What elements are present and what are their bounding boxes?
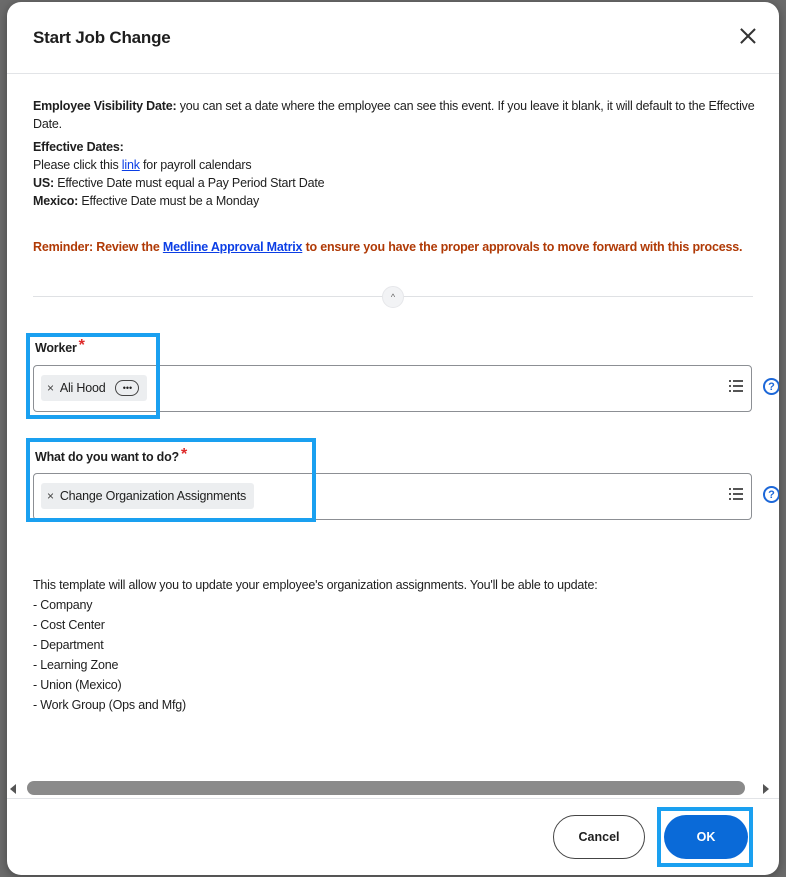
dialog-header	[7, 2, 779, 74]
action-help-icon[interactable]: ?	[763, 486, 779, 503]
start-job-change-dialog	[7, 2, 779, 875]
scroll-thumb[interactable]	[27, 781, 745, 795]
description-item: - Cost Center	[33, 618, 105, 632]
payroll-prefix: Please click this	[33, 158, 122, 172]
dialog-title: Start Job Change	[33, 28, 171, 47]
us-label: US:	[33, 176, 54, 190]
mexico-label: Mexico:	[33, 194, 79, 208]
template-description	[33, 575, 597, 715]
action-pill	[41, 483, 254, 509]
effective-heading: Effective Dates:	[33, 140, 124, 154]
required-mark: *	[78, 337, 85, 354]
description-item: - Union (Mexico)	[33, 678, 122, 692]
chevron-up-icon[interactable]: ^	[382, 286, 404, 308]
effective-dates-block	[33, 138, 324, 210]
reminder-suffix: to ensure you have the proper approvals to move forward with this process.	[302, 240, 743, 254]
worker-pill	[41, 375, 147, 401]
more-options-icon[interactable]: •••	[115, 380, 139, 396]
visibility-text: you can set a date where the employee can see this event. If you leave it blank, it will default to the Effective Date.	[33, 99, 755, 131]
payroll-calendar-link[interactable]: link	[121, 158, 140, 172]
worker-label-text: Worker	[35, 341, 77, 355]
description-item: - Company	[33, 598, 93, 612]
list-icon[interactable]	[729, 487, 743, 501]
scroll-right-icon[interactable]	[763, 784, 769, 794]
payroll-suffix: for payroll calendars	[139, 158, 252, 172]
approval-matrix-link[interactable]: Medline Approval Matrix	[162, 240, 303, 254]
action-input[interactable]	[33, 473, 752, 520]
scroll-left-icon[interactable]	[10, 784, 16, 794]
worker-label	[35, 339, 85, 357]
required-mark: *	[180, 446, 188, 463]
list-icon[interactable]	[729, 379, 743, 393]
us-text: Effective Date must equal a Pay Period Start Date	[53, 176, 325, 190]
visibility-note	[33, 97, 779, 133]
description-item: - Learning Zone	[33, 658, 119, 672]
worker-value: Ali Hood	[59, 381, 106, 395]
cancel-button[interactable]: Cancel	[553, 815, 645, 859]
close-icon[interactable]	[735, 24, 761, 50]
reminder-prefix: Reminder: Review the	[33, 240, 163, 254]
description-item: - Department	[33, 638, 104, 652]
remove-action-icon[interactable]: ×	[47, 489, 54, 503]
mexico-text: Effective Date must be a Monday	[78, 194, 260, 208]
reminder-note	[33, 238, 742, 256]
action-label	[35, 448, 187, 466]
worker-input[interactable]	[33, 365, 752, 412]
description-item: - Work Group (Ops and Mfg)	[33, 698, 186, 712]
action-value: Change Organization Assignments	[59, 489, 247, 503]
ok-button[interactable]: OK	[664, 815, 748, 859]
remove-worker-icon[interactable]: ×	[47, 381, 54, 395]
visibility-label: Employee Visibility Date:	[33, 99, 177, 113]
dialog-footer	[7, 798, 779, 875]
worker-help-icon[interactable]: ?	[763, 378, 779, 395]
horizontal-scrollbar[interactable]	[7, 778, 779, 798]
action-label-text: What do you want to do?	[35, 450, 179, 464]
description-intro: This template will allow you to update your employee's organization assignments. You'll be able to update:	[33, 578, 598, 592]
